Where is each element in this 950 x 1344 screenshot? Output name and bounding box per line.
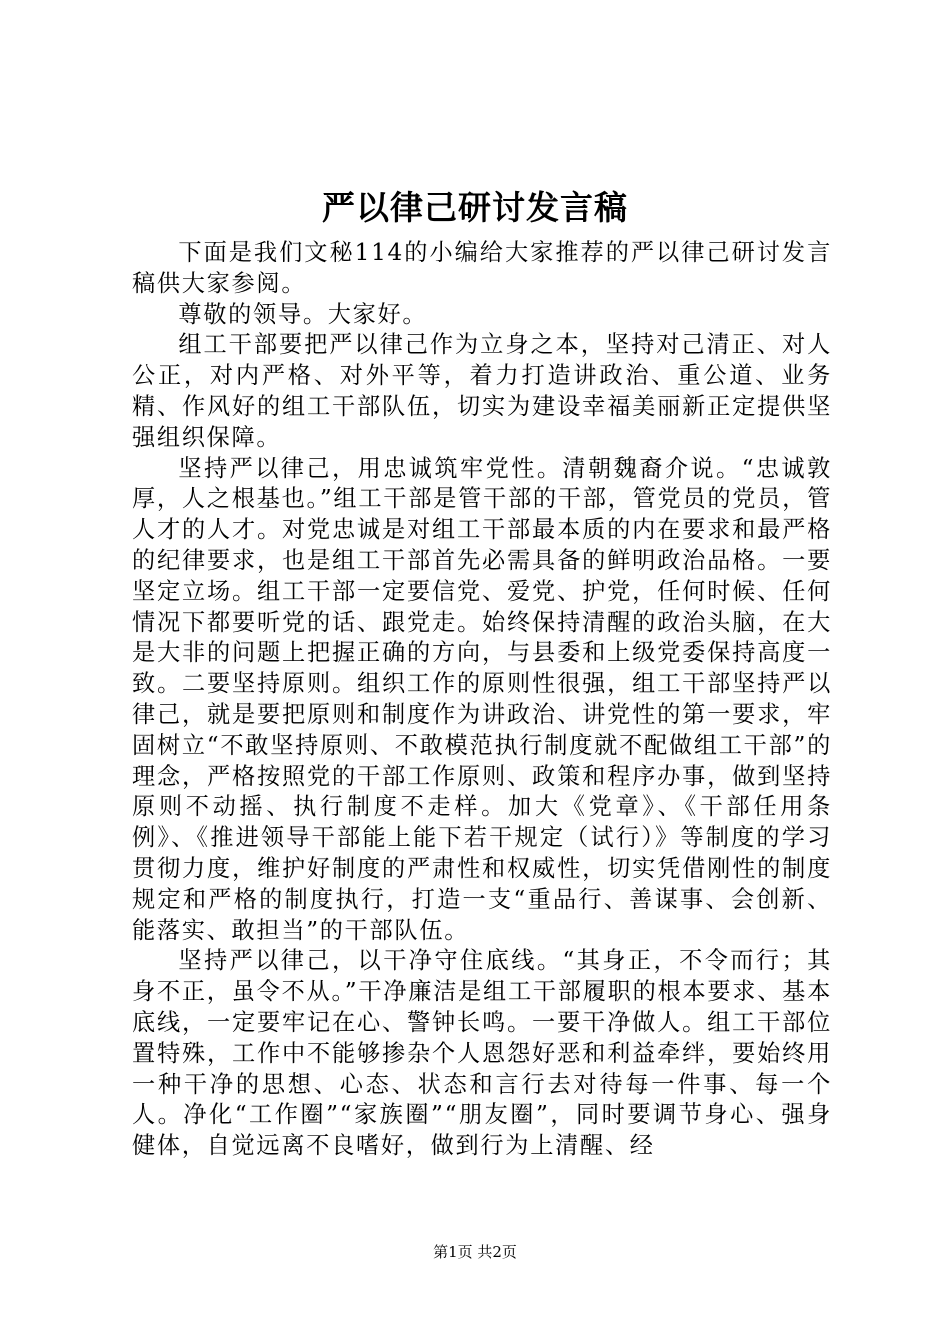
paragraph-overview: 组工干部要把严以律己作为立身之本，坚持对己清正、对人公正，对内严格、对外平等，着力打造讲政治、重公道、业务精、作风好的组工干部队伍，切实为建设幸福美丽新正定提供坚强组织保障。: [132, 331, 832, 451]
document-body: [132, 238, 832, 1162]
paragraph-loyalty: 坚持严以律己，用忠诚筑牢党性。清朝魏裔介说。“忠诚敦厚，人之根基也。”组工干部是管干部的干部，管党员的党员，管人才的人才。对党忠诚是对组工干部最本质的内在要求和最严格的纪律要求，也是组工干部首先必需具备的鲜明政治品格。一要坚定立场。组工干部一定要信党、爱党、护党，任何时候、任何情况下都要听党的话、跟党走。始终保持清醒的政治头脑，在大是大非的问题上把握正确的方向，与县委和上级党委保持高度一致。二要坚持原则。组织工作的原则性很强，组工干部坚持严以律己，就是要把原则和制度作为讲政治、讲党性的第一要求，牢固树立“不敢坚持原则、不敢模范执行制度就不配做组工干部”的理念，严格按照党的干部工作原则、政策和程序办事，做到坚持原则不动摇、执行制度不走样。加大《党章》、《干部任用条例》、《推进领导干部能上能下若干规定（试行）》等制度的学习贯彻力度，维护好制度的严肃性和权威性，切实凭借刚性的制度规定和严格的制度执行，打造一支“重品行、善谋事、会创新、能落实、敢担当”的干部队伍。: [132, 454, 832, 944]
paragraph-greeting: 尊敬的领导。大家好。: [178, 300, 428, 328]
paragraph-integrity: 坚持严以律己，以干净守住底线。“其身正，不令而行；其身不正，虽令不从。”干净廉洁是组工干部履职的根本要求、基本底线，一定要牢记在心、警钟长鸣。一要干净做人。组工干部位置特殊，工作中不能够掺杂个人恩怨好恶和利益牵绊，要始终用一种干净的思想、心态、状态和言行去对待每一件事、每一个人。净化“工作圈”“家族圈”“朋友圈”，同时要调节身心、强身健体，自觉远离不良嗜好，做到行为上清醒、经: [132, 947, 832, 1160]
document-title: 严以律己研讨发言稿: [322, 188, 628, 227]
paragraph-intro: 下面是我们文秘114的小编给大家推荐的严以律己研讨发言稿供大家参阅。: [132, 239, 832, 297]
page-footer: 第1页 共2页: [433, 1243, 517, 1261]
